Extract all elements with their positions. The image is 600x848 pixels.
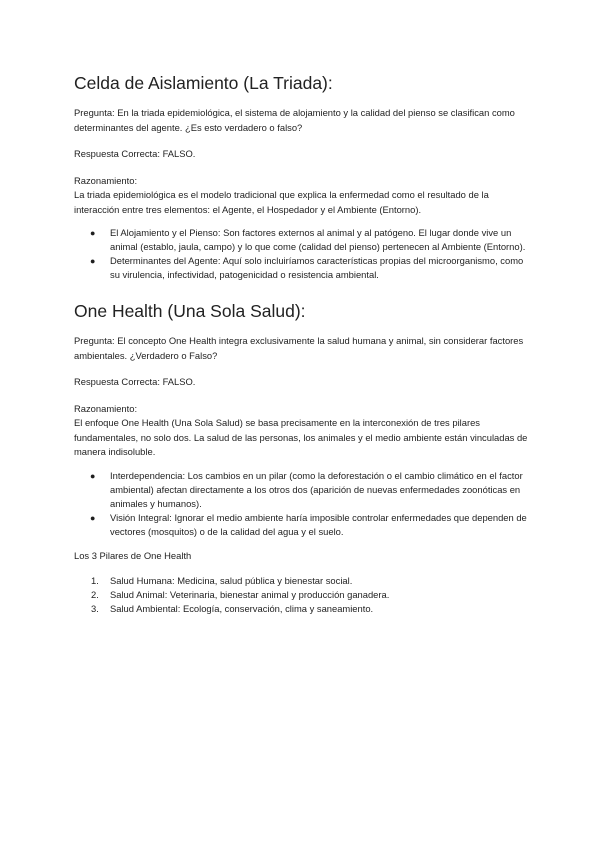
bullet-icon: ● [90, 470, 96, 481]
section-title-triada: Celda de Aislamiento (La Triada): [74, 73, 333, 93]
answer-one-health: Respuesta Correcta: FALSO. [74, 376, 196, 387]
bullet-list-one-health [74, 469, 528, 539]
section-title-one-health: One Health (Una Sola Salud): [74, 301, 306, 321]
bullet-icon: ● [90, 512, 96, 523]
bullet-list-triada [74, 226, 528, 282]
bullet-icon: ● [90, 256, 96, 266]
list-item: 3. Salud Ambiental: Ecología, conservación, clima y saneamiento. [91, 603, 374, 614]
list-item: 2. Salud Animal: Veterinaria, bienestar animal y producción ganadera. [91, 589, 390, 600]
list-item: ● Interdependencia: Los cambios en un pilar (como la deforestación o el cambio climático en el factor ambiental) afectan directamente a los otros dos (aparición de nuevas enfermedades zoonóticas en animales y humanos). [90, 469, 523, 509]
pillars-list [74, 574, 528, 616]
answer-triada: Respuesta Correcta: FALSO. [74, 148, 196, 159]
bullet-icon: ● [90, 228, 96, 238]
list-item: ● Visión Integral: Ignorar el medio ambiente haría imposible controlar enfermedades que dependen de vectores (mosquitos) o de la calidad del agua y el suelo. [90, 511, 527, 537]
reasoning-text-triada: La triada epidemiológica es el modelo tradicional que explica la enfermedad como el resultado de la interacción entre tres elementos: el Agente, el Hospedador y el Ambiente (Entorno). [74, 189, 489, 215]
pillars-heading: Los 3 Pilares de One Health [74, 549, 192, 561]
list-item: 1. Salud Humana: Medicina, salud pública y bienestar social. [91, 575, 353, 586]
reasoning-text-one-health: El enfoque One Health (Una Sola Salud) se basa precisamente en la interconexión de tres pilares fundamentales, no solo dos. La salud de las personas, los animales y el medio ambiente están vinculadas de manera indisoluble. [74, 417, 528, 457]
question-one-health: Pregunta: El concepto One Health integra exclusivamente la salud humana y animal, sin considerar factores ambientales. ¿Verdadero o Falso? [74, 335, 524, 361]
list-item: ● El Alojamiento y el Pienso: Son factores externos al animal y al patógeno. El lugar donde vive un animal (establo, jaula, campo) y lo que come (calidad del pienso) pertenecen al Ambiente (Entorno). [90, 227, 526, 252]
reasoning-label-one-health: Razonamiento: [74, 402, 138, 414]
question-triada: Pregunta: En la triada epidemiológica, el sistema de alojamiento y la calidad del pienso se clasifican como determinantes del agente. ¿Es esto verdadero o falso? [74, 107, 515, 133]
list-item: ● Determinantes del Agente: Aquí solo incluiríamos características propias del microorganismo, como su virulencia, infectividad, patogenicidad o resistencia ambiental. [90, 255, 524, 280]
reasoning-label-triada: Razonamiento: [74, 174, 138, 186]
